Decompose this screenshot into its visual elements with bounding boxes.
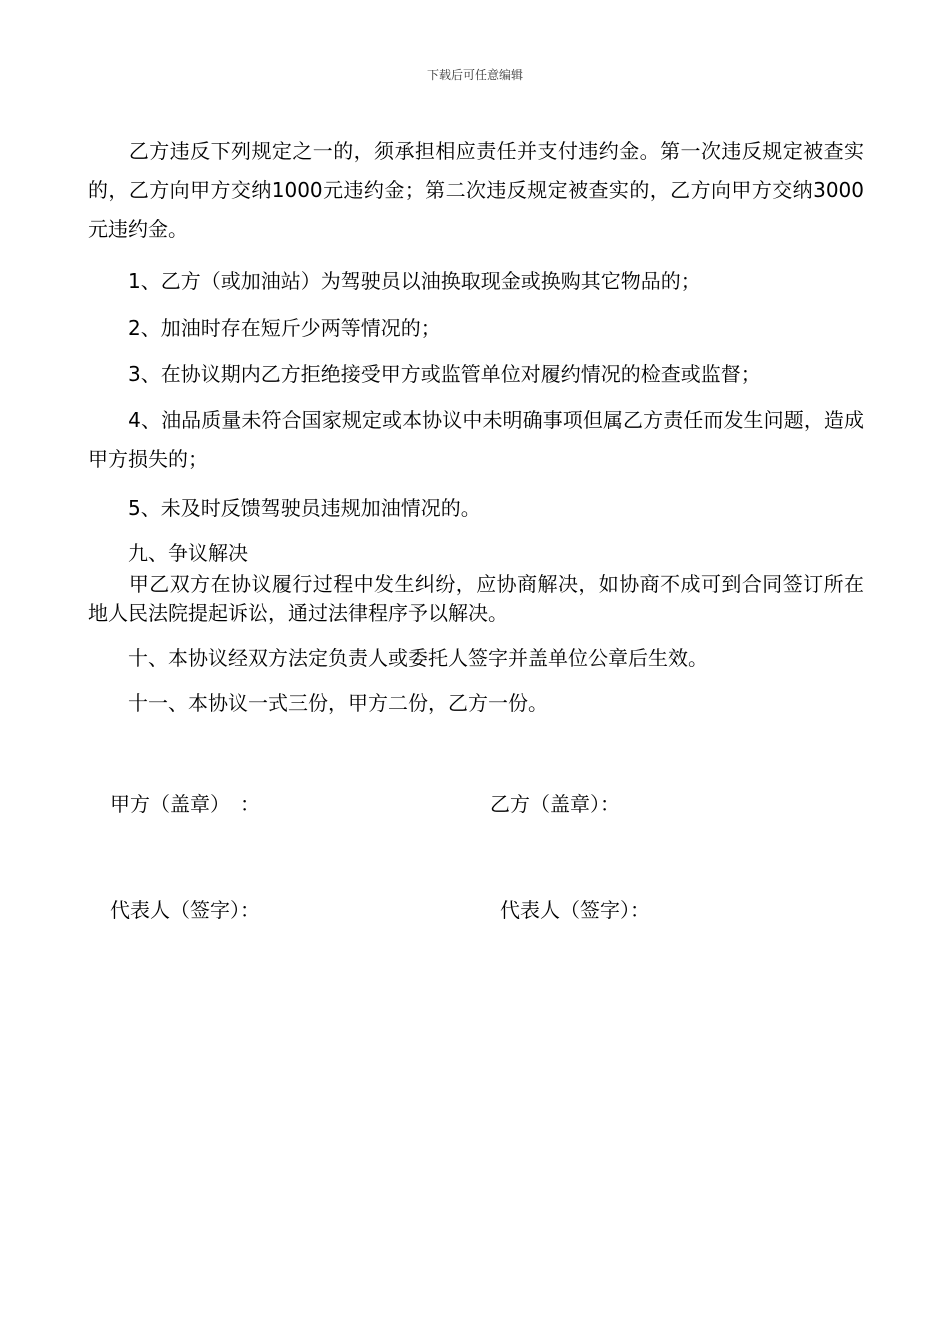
section-11: 十一、本协议一式三份，甲方二份，乙方一份。	[88, 691, 548, 715]
section-9-body: 甲乙双方在协议履行过程中发生纠纷，应协商解决，如协商不成可到合同签订所在地人民法院提起诉讼，通过法律程序予以解决。	[88, 572, 864, 625]
party-a-representative-label: 代表人（签字）：	[110, 898, 260, 922]
party-b-representative-label: 代表人（签字）：	[500, 898, 650, 922]
penalty-item-2: 2、加油时存在短斤少两等情况的；	[88, 316, 441, 340]
penalty-item-4: 4、油品质量未符合国家规定或本协议中未明确事项但属乙方责任而发生问题，造成甲方损失的；	[88, 408, 864, 471]
party-a-seal-label: 甲方（盖章） ：	[110, 792, 260, 816]
section-9-title: 九、争议解决	[88, 541, 248, 565]
party-b-seal-label: 乙方（盖章）：	[490, 792, 620, 816]
penalty-item-3: 3、在协议期内乙方拒绝接受甲方或监管单位对履约情况的检查或监督；	[88, 362, 761, 386]
penalty-item-5: 5、未及时反馈驾驶员违规加油情况的。	[88, 496, 481, 520]
penalty-item-1: 1、乙方（或加油站）为驾驶员以油换取现金或换购其它物品的；	[88, 269, 701, 293]
penalty-intro-paragraph: 乙方违反下列规定之一的，须承担相应责任并支付违约金。第一次违反规定被查实的，乙方向甲方交纳1000元违约金；第二次违反规定被查实的，乙方向甲方交纳3000元违约金。	[88, 139, 864, 241]
section-10: 十、本协议经双方法定负责人或委托人签字并盖单位公章后生效。	[88, 646, 708, 670]
header-note: 下载后可任意编辑	[426, 68, 523, 82]
